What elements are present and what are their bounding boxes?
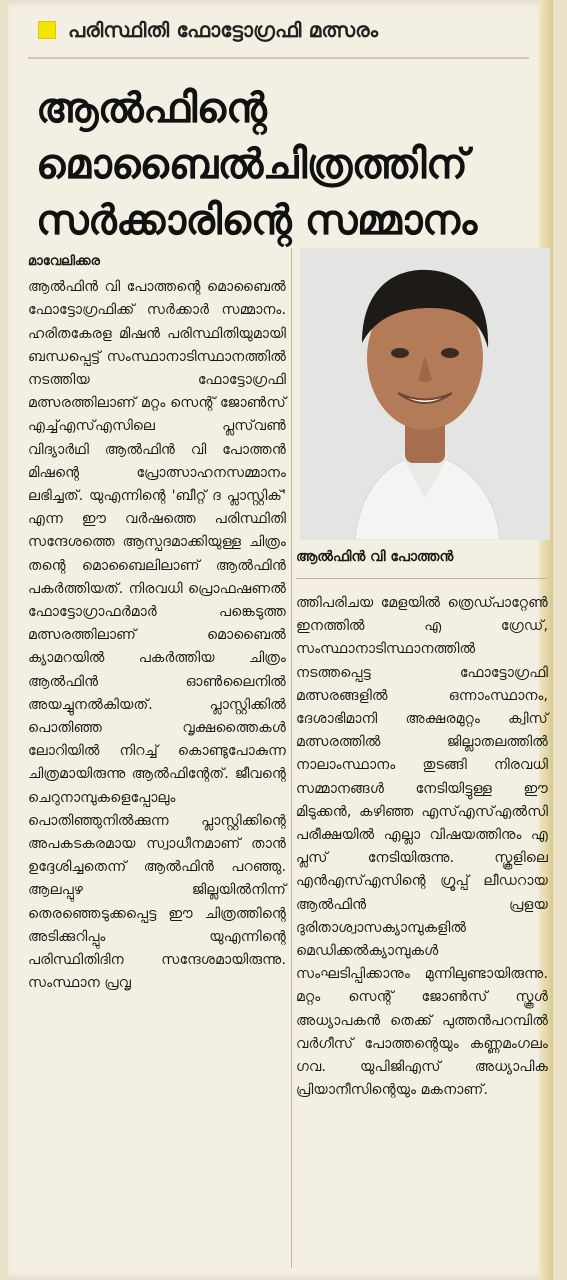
headline-line-1: ആൽഫിന്റെ: [36, 84, 267, 132]
caption-rule: [296, 578, 548, 579]
article-column-right: [296, 592, 548, 1102]
photo-caption: ആൽഫിൻ വി പോത്തൻ: [296, 549, 454, 565]
article-body-left: ആൽഫിൻ വി പോത്തന്റെ മൊബൈൽ ഫോട്ടോഗ്രഫിക്ക് സർക്കാർ സമ്മാനം. ഹരിതകേരള മിഷൻ പരിസ്ഥിതിയുമായി ബന്ധപ്പെട്ട് സംസ്ഥാനാടിസ്ഥാനത്തിൽ നടത്തിയ ഫോട്ടോഗ്രഫി മത്സരത്തിലാണ് മറ്റം സെന്റ് ജോൺസ് എച്ച്എസ്എസിലെ പ്ലസ്‌വൺ വിദ്യാർഥി ആൽഫിൻ വി പോത്തൻ മിഷന്റെ പ്രോത്സാഹനസമ്മാനം ലഭിച്ചത്. യുഎന്നിന്റെ 'ബീറ്റ് ദ പ്ലാസ്റ്റിക്' എന്ന ഈ വർഷത്തെ പരിസ്ഥിതി സന്ദേശത്തെ ആസ്പദമാക്കിയുള്ള ചിത്രം തന്റെ മൊബൈലിലാണ് ആൽഫിൻ പകർത്തിയത്. നിരവധി പ്രൊഫഷണൽ ഫോട്ടോഗ്രാഫർമാർ പങ്കെടുത്ത മത്സരത്തിലാണ് മൊബൈൽ ക്യാമറയിൽ പകർത്തിയ ചിത്രം ആൽഫിൻ ഓൺലൈനിൽ അയച്ചുനൽകിയത്. പ്ലാസ്റ്റിക്കിൽ പൊതിഞ്ഞ വൃക്ഷത്തൈകൾ ലോറിയിൽ നിറച്ച് കൊണ്ടുപോകുന്ന ചിത്രമായിരുന്നു ആൽഫിന്റേത്. ജീവന്റെ ചെറുനാമ്പുകളെപ്പോലും പൊതിഞ്ഞുനിൽക്കുന്ന പ്ലാസ്റ്റിക്കിന്റെ അപകടകരമായ സ്വാധീനമാണ് താൻ ഉദ്ദേശിച്ചതെന്ന് ആൽഫിൻ പറഞ്ഞു. ആലപ്പുഴ ജില്ലയിൽനിന്ന് തെരഞ്ഞെടുക്കപ്പെട്ട ഈ ചിത്രത്തിന്റെ അടിക്കുറിപ്പും യുഎന്നിന്റെ പരിസ്ഥിതിദിന സന്ദേശമായിരുന്നു. സംസ്ഥാന പ്രവൃ: [28, 279, 286, 992]
portrait-photo: [300, 248, 550, 540]
kicker-text: പരിസ്ഥിതി ഫോട്ടോഗ്രഫി മത്സരം: [68, 18, 379, 42]
headline-line-3: സർക്കാരിന്റെ സമ്മാനം: [36, 196, 477, 244]
article-column-left: [28, 250, 286, 996]
newspaper-clipping: [8, 0, 553, 1280]
article-body-right: ത്തിപരിചയ മേളയിൽ ത്രെഡ്പാറ്റേൺ ഇനത്തിൽ എ ഗ്രേഡ്, സംസ്ഥാനാടിസ്ഥാനത്തിൽ നടത്തപ്പെട്ട ഫോട്ടോഗ്രഫി മത്സരങ്ങളിൽ ഒന്നാംസ്ഥാനം, ദേശാഭിമാനി അക്ഷരമുറ്റം ക്വിസ് മത്സരത്തിൽ ജില്ലാതലത്തിൽ നാലാംസ്ഥാനം തുടങ്ങി നിരവധി സമ്മാനങ്ങൾ നേടിയിട്ടുള്ള ഈ മിടുക്കൻ, കഴിഞ്ഞ എസ്എസ്എൽസി പരീക്ഷയിൽ എല്ലാ വിഷയത്തിനും എ പ്ലസ് നേടിയിരുന്നു. സ്കൂളിലെ എൻഎസ്എസിന്റെ ഗ്രൂപ്പ് ലീഡറായ ആൽഫിൻ പ്രളയ ദുരിതാശ്വാസക്യാമ്പുകളിൽ മെഡിക്കൽക്യാമ്പുകൾ സംഘടിപ്പിക്കാനും മുന്നിലുണ്ടായിരുന്നു. മറ്റം സെന്റ് ജോൺസ് സ്കൂൾ അധ്യാപകൻ തെക്ക് പുത്തൻപറമ്പിൽ വർഗീസ് പോത്തന്റെയും കണ്ണമംഗലം ഗവ. യുപിജിഎസ് അധ്യാപിക പ്രിയാനീസിന്റെയും മകനാണ്.: [296, 595, 548, 1099]
headline-line-2: മൊബൈൽചിത്രത്തിന്: [36, 140, 468, 188]
section-kicker: [38, 18, 378, 42]
kicker-bullet-icon: [38, 21, 56, 39]
kicker-rule: [28, 57, 529, 59]
dateline: മാവേലിക്കര: [28, 254, 100, 269]
portrait-illustration: [300, 248, 550, 540]
headline: [36, 80, 541, 248]
column-divider: [291, 248, 292, 1268]
